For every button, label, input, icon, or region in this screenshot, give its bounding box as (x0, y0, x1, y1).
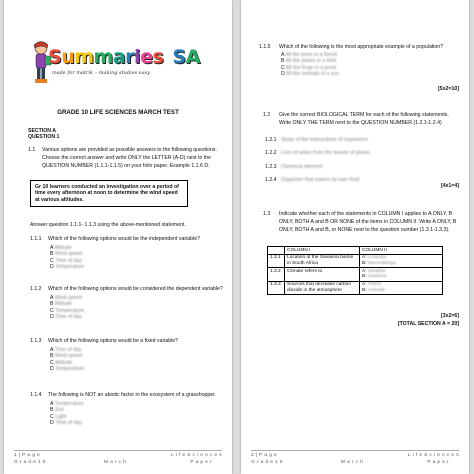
column-1-header: COLUMN I (285, 247, 360, 255)
option-letter: B (50, 301, 54, 308)
q-1-1-4-number: 1.1.4 (30, 392, 42, 398)
option-letter: B (50, 251, 54, 258)
option-letter: C (50, 413, 54, 420)
question-heading: QUESTION 1 (28, 134, 60, 140)
item-number: 1.2.3 (265, 163, 277, 170)
option-text: All the trees in a forest (285, 52, 337, 58)
logo-text: Summaries SA (48, 46, 200, 68)
row-statement: Sources that decrease carbon dioxide in the atmosphere (285, 281, 360, 294)
test-title: GRADE 10 LIFE SCIENCES MARCH TEST (57, 109, 179, 116)
scenario-text: Gr 10 learners conducted an investigation over a period of time every afternoon at noon to determine the wind speed at various altitudes. (35, 184, 179, 203)
q-1-3-text-line-3: ONLY, BOTH A and B, or NONE next to the question number (1.3.1-1.3.3). (279, 227, 450, 233)
footer-divider (251, 450, 459, 451)
footer-page-number: 2 | P a g e (251, 453, 278, 458)
logo (22, 40, 202, 88)
option-text: Time of day (54, 347, 82, 353)
option-letter: D (50, 420, 54, 427)
option-text: Light (55, 413, 67, 420)
footer-subject: L i f e S c i e n c e s (171, 453, 222, 458)
q-1-2-list (265, 137, 370, 184)
q-1-1-2-text: Which of the following options would be considered the dependent variable? (48, 286, 223, 292)
option-text: Wind speed (54, 251, 83, 258)
logo-tagline: made for matrik – making studies easy (52, 70, 151, 76)
option-text: All the plants in a field (285, 58, 337, 65)
option-text: Temperature (55, 366, 85, 373)
page-2 (241, 0, 469, 474)
q-1-2-number: 1.2 (263, 112, 271, 118)
option-letter: C (50, 257, 54, 264)
answer-instruction: Answer question 1.1.1- 1.1.3 using the above-mentioned statement. (30, 222, 186, 228)
table-header-row (268, 247, 443, 255)
q-1-1-number: 1.1 (28, 147, 36, 153)
option-text: All the frogs in a pond (285, 64, 337, 71)
option-letter: B (50, 353, 54, 360)
table-row (268, 268, 443, 281)
table-row (268, 281, 443, 294)
q-1-1-1-number: 1.1.1 (30, 236, 42, 242)
table-row (268, 254, 443, 267)
total-section-a: [TOTAL SECTION A = 20] (397, 321, 459, 327)
footer-paper: P a p e r (427, 460, 449, 465)
footer-month: M a r c h (104, 460, 127, 465)
footer-subject: L i f e S c i e n c e s (408, 453, 459, 458)
option-letter: A (50, 347, 54, 353)
q-1-3-number: 1.3 (263, 211, 271, 217)
row-options: A: Weather B: Seasons (360, 268, 443, 281)
q-1-1-4-text: The following is NOT an abiotic factor in the ecosystem of a grasshopper. (48, 392, 217, 398)
q-1-2-text-line-1: Give the correct BIOLOGICAL TERM for each of the following statements. (279, 112, 449, 118)
option-list (281, 52, 339, 78)
option-letter: A (50, 245, 54, 251)
item-text: Chemical element (280, 163, 323, 170)
column-2-header: COLUMN II (360, 247, 443, 255)
q-1-2-text-line-2: Write ONLY THE TERM next to the QUESTION NUMBER (1.2.1-1.2.4) (279, 120, 442, 126)
marks-1-2: [4x1=4] (440, 183, 459, 189)
item-text: Study of the interactions of organisms (280, 137, 368, 143)
row-statement: Climate refers to (285, 268, 360, 281)
option-list (50, 401, 84, 427)
option-letter: D (50, 366, 54, 373)
q-1-1-3-number: 1.1.3 (30, 338, 42, 344)
footer-grade: G r a d e 1 0 (14, 460, 46, 465)
option-text: Temperature (55, 264, 85, 271)
q-1-3-text-line-2: ONLY, BOTH A and B OR NONE of the items in COLUMN II. Write A ONLY, B (279, 219, 457, 225)
row-number: 1.3.2 (268, 268, 285, 281)
q-1-1-text-line-2: Choose the correct answer and write ONLY the LETTER (A-D) next to the (42, 155, 212, 161)
item-text: Loss of water from the leaves of plants (280, 150, 370, 157)
marks-1-1: [5x2=10] (438, 86, 459, 92)
option-text: Temperature (55, 307, 85, 314)
q-1-1-text-line-1: Various options are provided as possible answers to the following questions. (42, 147, 217, 153)
option-text: Altitude (54, 359, 73, 366)
option-text: Temperature (54, 401, 84, 407)
footer-divider (14, 450, 222, 451)
q-1-1-5-number: 1.1.5 (259, 44, 271, 50)
option-letter: A (50, 401, 54, 407)
option-text: Time of day (55, 420, 83, 427)
item-number: 1.2.4 (265, 177, 277, 184)
option-text: Wind speed (54, 353, 83, 360)
option-list (50, 245, 84, 271)
row-statement: Location of the Savanna biome in South Africa (285, 254, 360, 267)
option-letter: A (50, 295, 54, 301)
option-text: Time of day (55, 257, 83, 264)
scenario-box (30, 180, 188, 207)
column-table (267, 246, 443, 295)
q-1-3-text-line-1: Indicate whether each of the statements in COLUMN I applies to A ONLY, B (279, 211, 453, 217)
footer-month: M a r c h (341, 460, 364, 465)
footer-paper: P a p e r (190, 460, 212, 465)
q-1-1-2-number: 1.1.2 (30, 286, 42, 292)
option-text: Time of day (55, 314, 83, 321)
option-list (50, 347, 84, 373)
option-letter: A (281, 52, 285, 58)
q-1-1-1-text: Which of the following options would be the independent variable? (48, 236, 200, 242)
row-number: 1.3.3 (268, 281, 285, 294)
section-heading: SECTION A (28, 128, 57, 134)
option-letter: D (281, 71, 285, 78)
item-number: 1.2.1 (265, 137, 277, 143)
option-text: Soil (54, 407, 64, 414)
option-letter: D (50, 264, 54, 271)
q-1-1-5-text: Which of the following is the most appropriate example of a population? (279, 44, 444, 50)
option-text: Wind speed (54, 295, 83, 301)
footer-page-number: 1 | P a g e (14, 453, 41, 458)
option-letter: B (50, 407, 54, 414)
option-letter: C (50, 359, 54, 366)
row-options: A: Limpopo B: Mpumalanga (360, 254, 443, 267)
q-1-1-text-line-3: QUESTION NUMBER (1.1.1-1.1.5) on your folio paper. Example 1.1.6 D. (42, 163, 210, 169)
item-text: Organism that makes its own food (280, 177, 360, 184)
option-text: All the animals in a zoo (285, 71, 340, 78)
option-list (50, 295, 84, 321)
option-text: Altitude (54, 301, 72, 308)
option-text: Altitude (54, 245, 72, 251)
row-number: 1.3.1 (268, 254, 285, 267)
option-letter: B (281, 58, 285, 65)
q-1-1-3-text: Which of the following options would be a fixed variable? (48, 338, 179, 344)
footer-grade: G r a d e 1 0 (251, 460, 283, 465)
page-1 (4, 0, 232, 474)
option-letter: D (50, 314, 54, 321)
row-options: A: Plants B: Animals (360, 281, 443, 294)
option-letter: C (50, 307, 54, 314)
item-number: 1.2.2 (265, 150, 277, 157)
option-letter: C (281, 64, 285, 71)
marks-1-3: [3x2=6] (440, 313, 459, 319)
